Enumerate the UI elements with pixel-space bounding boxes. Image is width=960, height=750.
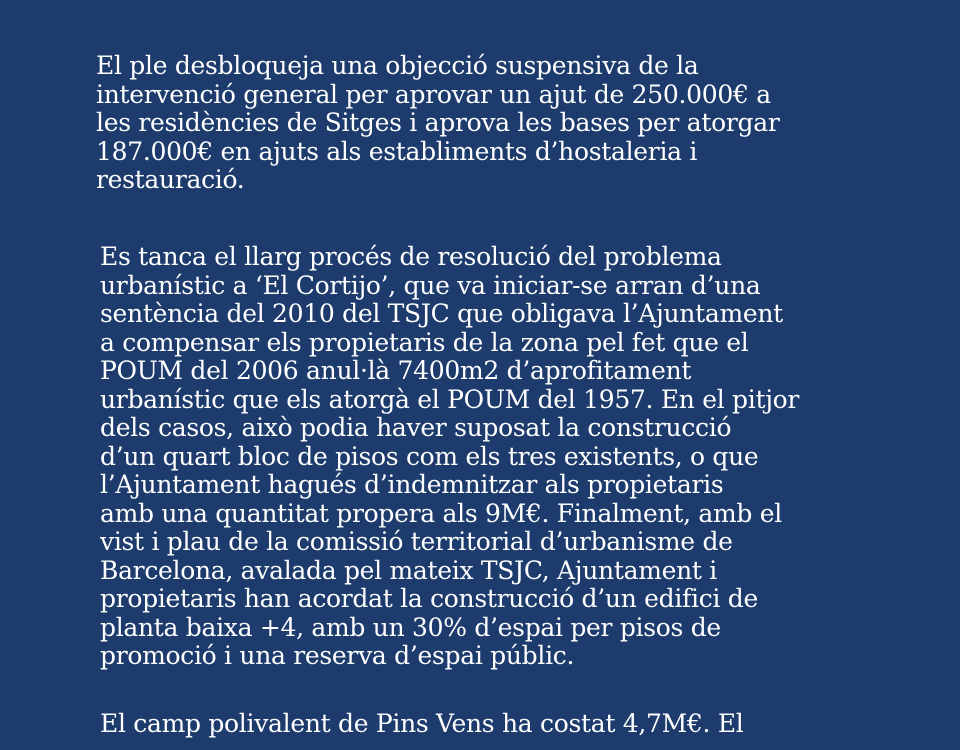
paragraph-line: dels casos, això podia haver suposat la construcció bbox=[100, 413, 732, 442]
paragraph-line: planta baixa +4, amb un 30% d’espai per pisos de bbox=[100, 612, 721, 642]
paragraph-line: Es tanca el llarg procés de resolució del problema bbox=[100, 242, 722, 271]
paragraph-pins-vens bbox=[100, 710, 743, 739]
paragraph-line: El camp polivalent de Pins Vens ha costat 4,7M€. El bbox=[100, 709, 744, 738]
paragraph-line: urbanístic que els atorgà el POUM del 1957. En el pitjor bbox=[100, 384, 800, 414]
paragraph-line: d’un quart bloc de pisos com els tres existents, o que bbox=[100, 441, 759, 471]
paragraph-line: El ple desbloqueja una objecció suspensiva de la bbox=[96, 51, 699, 80]
paragraph-line: propietaris han acordat la construcció d’un edifici de bbox=[100, 584, 758, 613]
paragraph-line: promoció i una reserva d’espai públic. bbox=[100, 641, 575, 670]
paragraph-line: a compensar els propietaris de la zona pel fet que el bbox=[100, 327, 749, 357]
paragraph-line: intervenció general per aprovar un ajut de 250.000€ a bbox=[96, 79, 771, 109]
paragraph-line: vist i plau de la comissió territorial d’urbanisme de bbox=[100, 527, 733, 556]
paragraph-line: 187.000€ en ajuts als establiments d’hostaleria i bbox=[96, 136, 698, 166]
paragraph-line: les residències de Sitges i aprova les bases per atorgar bbox=[96, 108, 780, 137]
paragraph-line: Barcelona, avalada pel mateix TSJC, Ajuntament i bbox=[100, 555, 717, 585]
paragraph-objeccio-suspensiva bbox=[96, 52, 780, 195]
paragraph-line: restauració. bbox=[96, 165, 245, 194]
paragraph-line: amb una quantitat propera als 9M€. Finalment, amb el bbox=[100, 498, 782, 528]
paragraph-line: POUM del 2006 anul·là 7400m2 d’aprofitament bbox=[100, 356, 692, 385]
paragraph-line: sentència del 2010 del TSJC que obligava l’Ajuntament bbox=[100, 299, 783, 328]
paragraph-el-cortijo bbox=[100, 243, 799, 671]
paragraph-line: l’Ajuntament hagués d’indemnitzar als propietaris bbox=[100, 470, 724, 499]
paragraph-line: urbanístic a ‘El Cortijo’, que va iniciar-se arran d’una bbox=[100, 270, 761, 300]
